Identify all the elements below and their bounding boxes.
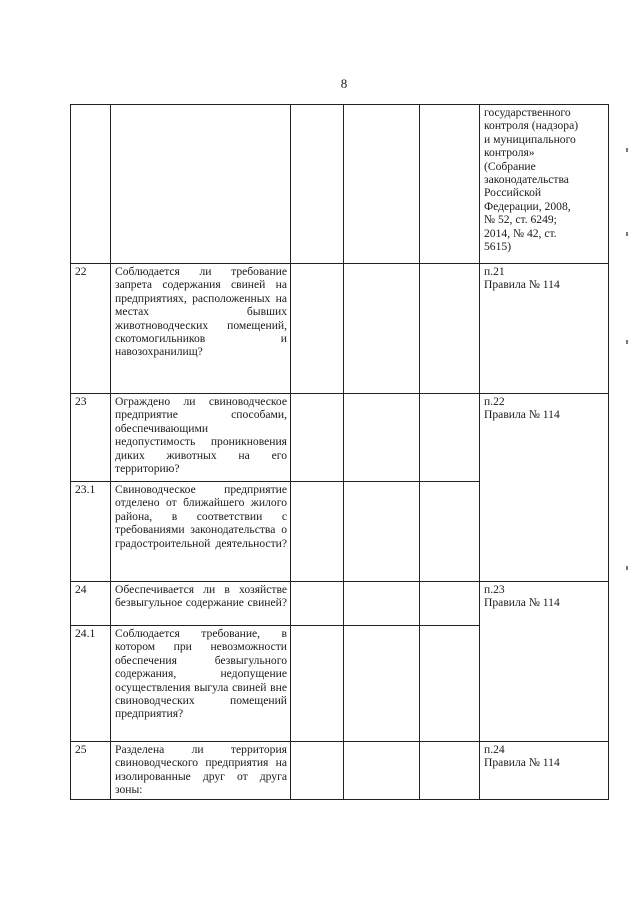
- ref-line: (Собрание: [484, 159, 536, 173]
- page-number: [0, 76, 640, 92]
- cell-yes: [291, 582, 344, 626]
- cell-yes: [291, 394, 344, 482]
- ref-point: п.22: [484, 395, 505, 408]
- scan-mark: [626, 232, 628, 236]
- cell-question: Свиноводческое предприятие отделено от ближайшего жилого района, в соответствии с требованиями законодательства о градостроительной деятельности?: [111, 482, 291, 582]
- cell-na: [420, 626, 480, 742]
- cell-legal-reference: [480, 742, 609, 800]
- ref-line: Российской: [484, 186, 542, 200]
- cell-na: [420, 394, 480, 482]
- ref-line: контроля (надзора): [484, 119, 579, 133]
- cell-num: 23: [71, 394, 111, 482]
- scan-mark: [626, 148, 628, 152]
- cell-num: 22: [71, 264, 111, 394]
- ref-line: контроля»: [484, 146, 535, 160]
- cell-no: [344, 742, 420, 800]
- ref-point: п.24: [484, 743, 505, 756]
- checklist-table: [70, 104, 609, 800]
- ref-line: 2014, № 42, ст.: [484, 226, 557, 240]
- ref-point: п.21: [484, 265, 505, 278]
- ref-rule: Правила № 114: [484, 756, 560, 770]
- cell-legal-reference: [480, 394, 609, 582]
- table-row-continuation: [71, 105, 609, 264]
- cell-yes: [291, 742, 344, 800]
- cell-na: [420, 582, 480, 626]
- cell-yes: [291, 105, 344, 264]
- table-row: [71, 582, 609, 626]
- cell-yes: [291, 626, 344, 742]
- cell-no: [344, 264, 420, 394]
- ref-line: Федерации, 2008,: [484, 199, 571, 213]
- cell-no: [344, 105, 420, 264]
- table-row: [71, 742, 609, 800]
- cell-no: [344, 626, 420, 742]
- scan-mark: [626, 340, 628, 344]
- ref-rule: Правила № 114: [484, 278, 560, 292]
- cell-question: [111, 105, 291, 264]
- cell-na: [420, 482, 480, 582]
- cell-yes: [291, 482, 344, 582]
- ref-line: законодательства: [484, 173, 569, 187]
- cell-num: 24: [71, 582, 111, 626]
- cell-na: [420, 264, 480, 394]
- ref-line: № 52, ст. 6249;: [484, 213, 557, 227]
- cell-na: [420, 742, 480, 800]
- table-row: [71, 264, 609, 394]
- cell-question: Соблюдается требование, в котором при невозможности обеспечения безвыгульного содержания, недопущение осуществления выгула свиней вне свиноводческих помещений предприятия?: [111, 626, 291, 742]
- cell-question: Обеспечивается ли в хозяйстве безвыгульное содержание свиней?: [111, 582, 291, 626]
- ref-line: и муниципального: [484, 132, 576, 146]
- cell-legal-reference: [480, 582, 609, 742]
- ref-point: п.23: [484, 583, 505, 596]
- cell-yes: [291, 264, 344, 394]
- ref-rule: Правила № 114: [484, 596, 560, 610]
- cell-question: Разделена ли территория свиноводческого предприятия на изолированные друг от друга зоны:: [111, 742, 291, 800]
- cell-num: [71, 105, 111, 264]
- cell-question: Ограждено ли свиноводческое предприятие способами, обеспечивающими недопустимость проникновения диких животных на его территорию?: [111, 394, 291, 482]
- cell-na: [420, 105, 480, 264]
- cell-legal-reference: [480, 105, 609, 264]
- ref-line: государственного: [484, 106, 571, 119]
- cell-no: [344, 394, 420, 482]
- cell-legal-reference: [480, 264, 609, 394]
- cell-num: 24.1: [71, 626, 111, 742]
- scan-mark: [626, 566, 628, 570]
- cell-no: [344, 582, 420, 626]
- page-number-text: 8: [340, 76, 348, 91]
- cell-num: 25: [71, 742, 111, 800]
- ref-line: 5615): [484, 240, 512, 254]
- table-row: [71, 394, 609, 482]
- cell-question: Соблюдается ли требование запрета содержания свиней на предприятиях, расположенных на местах бывших животноводческих помещений, скотомогильников и навозохранилищ?: [111, 264, 291, 394]
- ref-rule: Правила № 114: [484, 408, 560, 422]
- cell-num: 23.1: [71, 482, 111, 582]
- cell-no: [344, 482, 420, 582]
